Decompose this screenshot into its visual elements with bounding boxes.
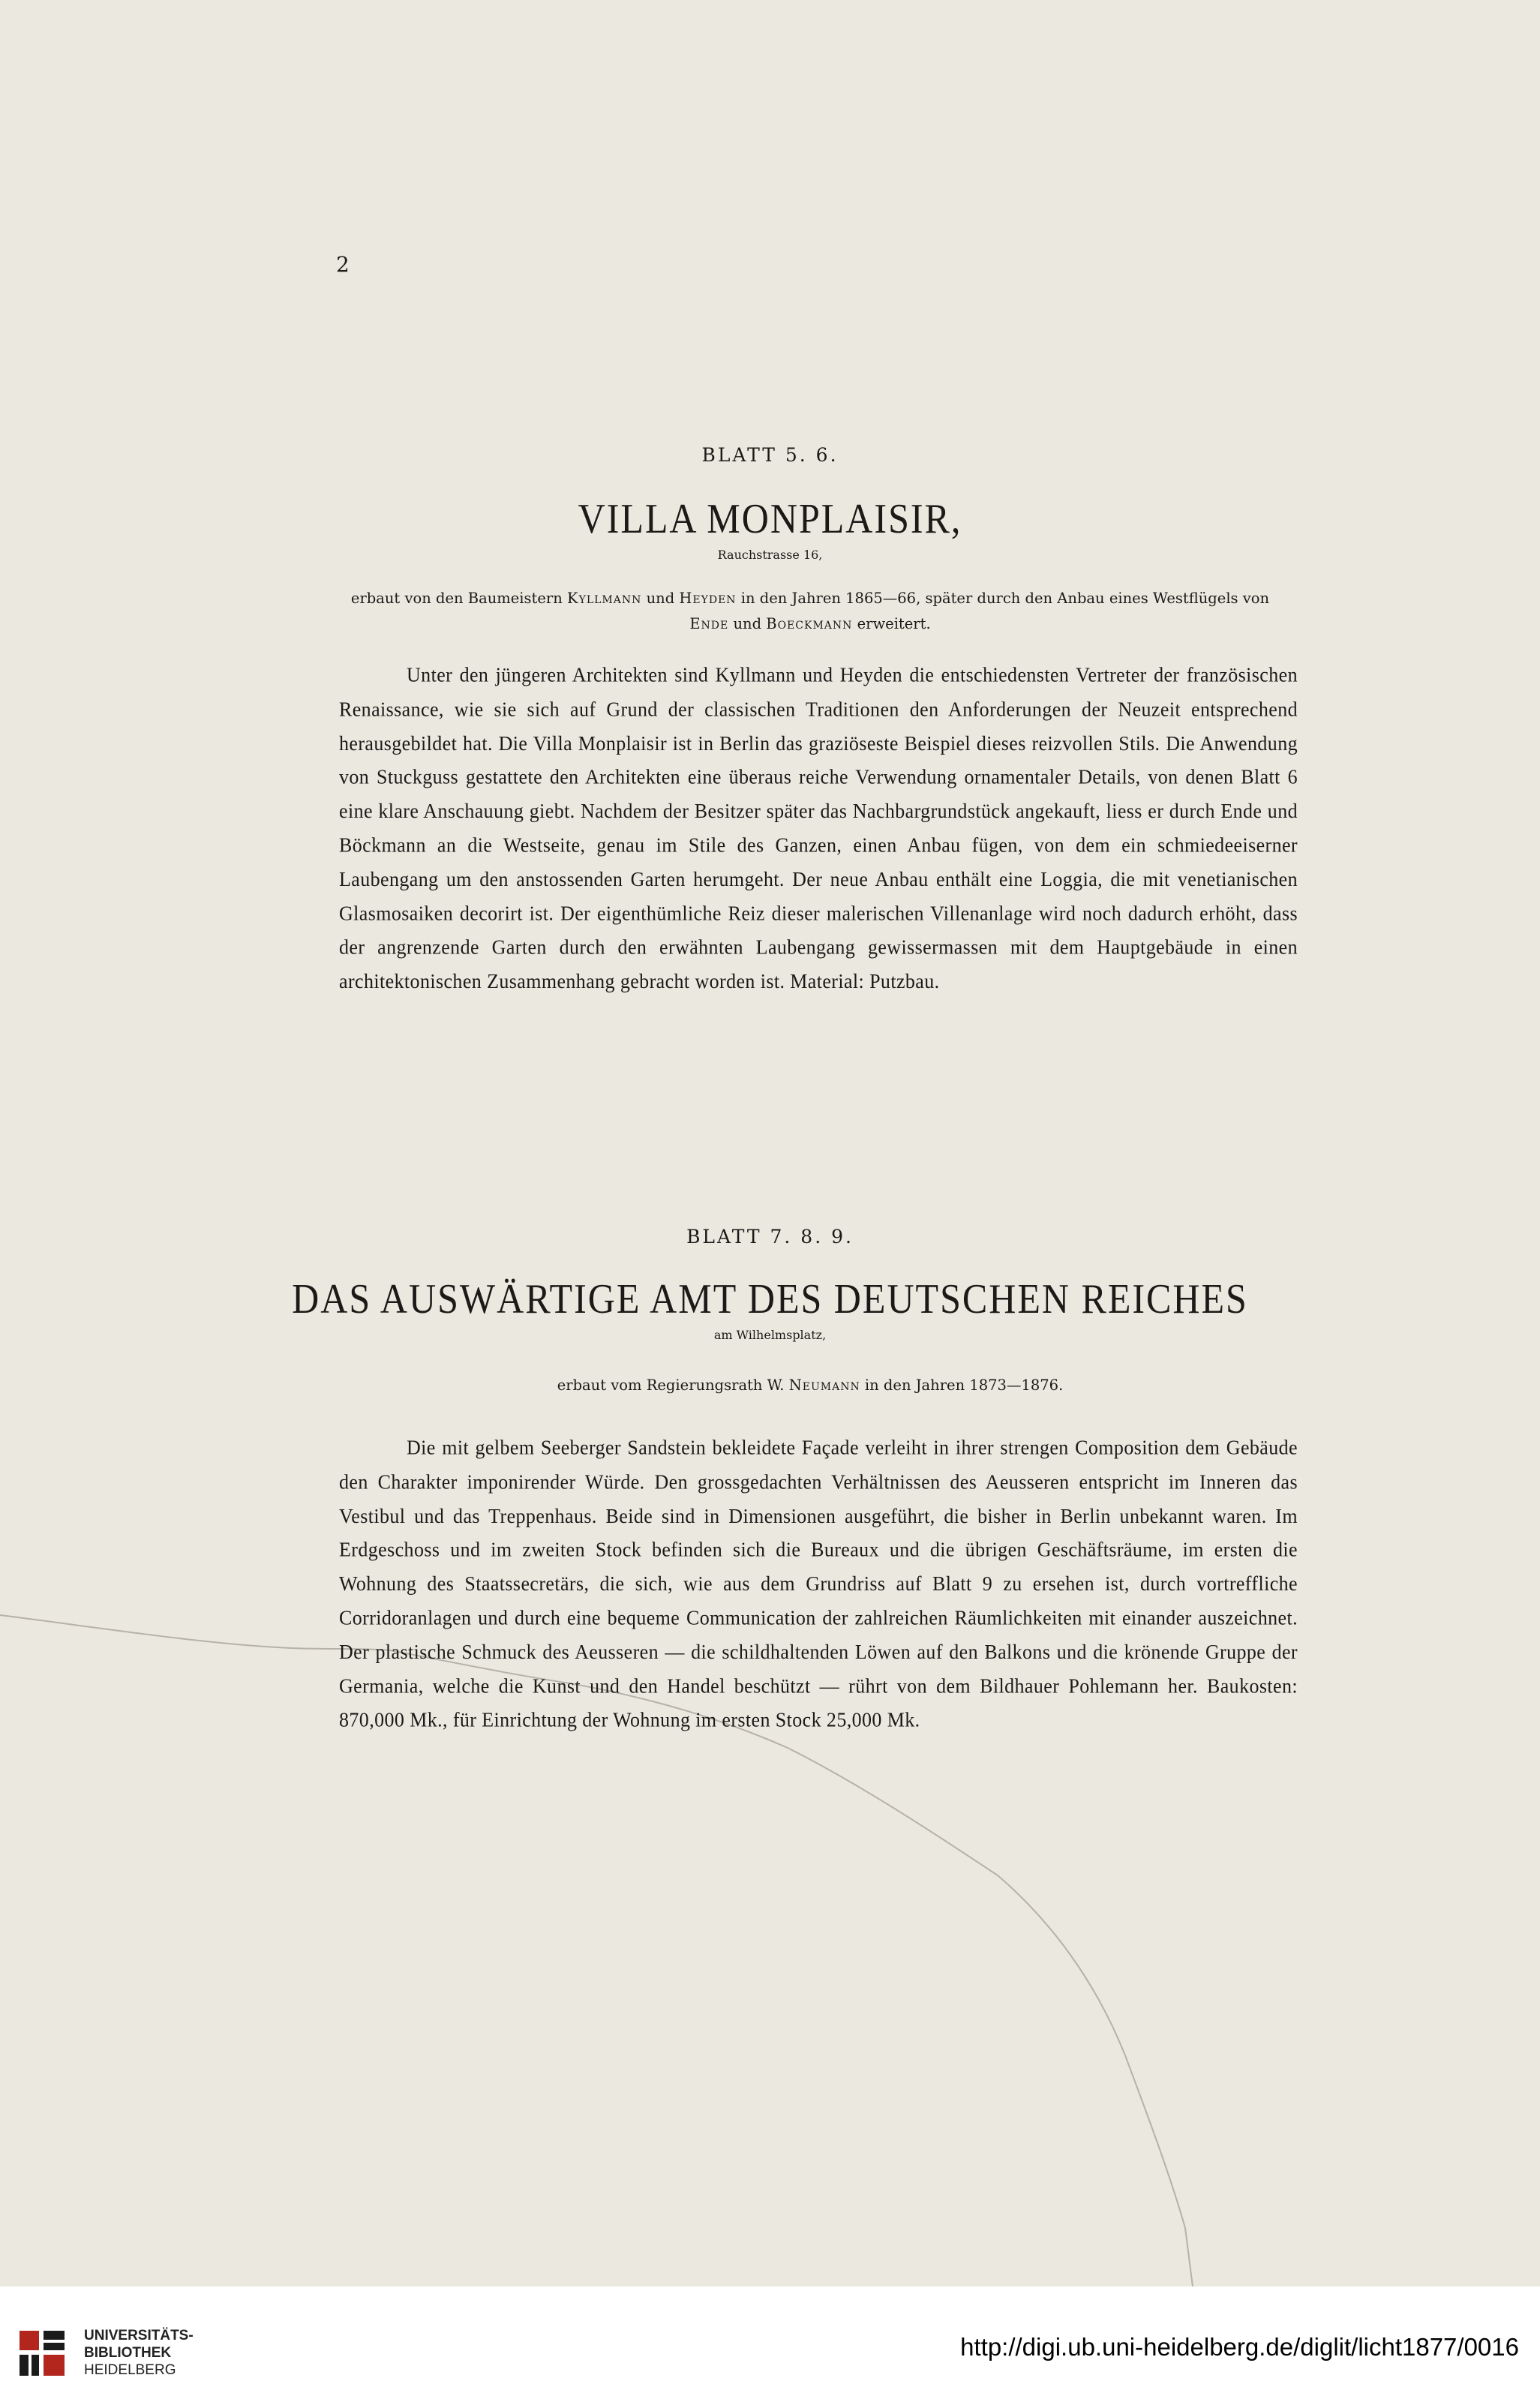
source-url-link[interactable]: http://digi.ub.uni-heidelberg.de/diglit/licht1877/0016 [960, 2333, 1519, 2361]
section1-credit [323, 586, 1298, 637]
architect-name: Heyden [679, 590, 737, 607]
credit-text: erweitert. [852, 615, 931, 632]
architect-name: Boeckmann [766, 615, 853, 632]
section2-credit [323, 1373, 1298, 1398]
architect-name: Kyllmann [567, 590, 642, 607]
credit-text: und [641, 590, 680, 607]
credit-text: erbaut von den Baumeistern [350, 590, 568, 607]
credit-text: und [728, 615, 767, 632]
architect-name: Neumann [788, 1377, 860, 1394]
university-library-logo-icon [17, 2328, 68, 2379]
credit-text: in den Jahren 1865—66, später durch den Anbau eines Westflügels von [736, 590, 1270, 607]
section2-plate-label: BLATT 7. 8. 9. [686, 1226, 854, 1248]
section1-address: Rauchstrasse 16, [717, 548, 823, 562]
section2-title: DAS AUSWÄRTIGE AMT DES DEUTSCHEN REICHES [292, 1275, 1248, 1323]
section1-body: Unter den jüngeren Architekten sind Kyllmann und Heyden die entschiedensten Vertreter der französischen Renaissance, wie sie sich auf Grund der classischen Traditionen den Anforderungen der Neuzeit entsprechend herausgebildet hat. Die Villa Monplaisir ist in Berlin das graziöseste Beispiel dieses reizvollen Stils. Die Anwendung von Stuckguss gestattete den Architekten eine überaus reiche Verwendung ornamentaler Details, von denen Blatt 6 eine klare Anschauung giebt. Nachdem der Besitzer später das Nachbargrundstück angekauft, liess er durch Ende und Böckmann an die Westseite, genau im Stile des Ganzen, einen Anbau fügen, von dem ein schmiedeeiserner Laubengang um den anstossenden Garten herumgeht. Der neue Anbau enthält eine Loggia, die mit venetianischen Glasmosaiken decorirt ist. Der eigenthümliche Reiz dieser malerischen Villenanlage wird noch dadurch erhöht, dass der angrenzende Garten durch den erwähnten Laubengang gewissermassen mit dem Hauptgebäude in einen architektonischen Zusammenhang gebracht worden ist. Material: Putzbau. [339, 663, 1298, 993]
section1-title: VILLA MONPLAISIR, [578, 494, 962, 542]
architect-name: Ende [689, 615, 729, 632]
footer-bar [0, 2286, 1540, 2399]
logo-line: HEIDELBERG [84, 2362, 176, 2378]
logo-line: BIBLIOTHEK [84, 2345, 172, 2361]
logo-line: UNIVERSITÄTS- [84, 2328, 194, 2343]
section2-body: Die mit gelbem Seeberger Sandstein bekleidete Façade verleiht in ihrer strengen Composition dem Gebäude den Charakter imponirender Würde. Den grossgedachten Verhältnissen des Aeusseren entspricht im Inneren das Vestibul und das Treppenhaus. Beide sind in Dimensionen ausgeführt, die bisher in Berlin unbekannt waren. Im Erdgeschoss und im zweiten Stock befinden sich die Bureaux und die übrigen Geschäftsräume, im ersten die Wohnung des Staatssecretärs, die sich, wie aus dem Grundriss auf Blatt 9 zu ersehen ist, durch vortreffliche Corridoranlagen und durch eine bequeme Communication der zahlreichen Räumlichkeiten mit einander auszeichnet. Der plastische Schmuck des Aeusseren — die schildhaltenden Löwen auf den Balkons und die krönende Gruppe der Germania, welche die Kunst und den Handel beschützt — rührt von dem Bildhauer Pohlemann her. Baukosten: 870,000 Mk., für Einrichtung der Wohnung im ersten Stock 25,000 Mk. [339, 1436, 1298, 1732]
library-logo-text [84, 2327, 194, 2379]
credit-text: erbaut vom Regierungsrath W. [557, 1377, 789, 1394]
credit-text: in den Jahren 1873—1876. [860, 1377, 1064, 1394]
section2-address: am Wilhelmsplatz, [713, 1328, 827, 1342]
page-number: 2 [336, 252, 350, 277]
section1-plate-label: BLATT 5. 6. [701, 444, 839, 466]
